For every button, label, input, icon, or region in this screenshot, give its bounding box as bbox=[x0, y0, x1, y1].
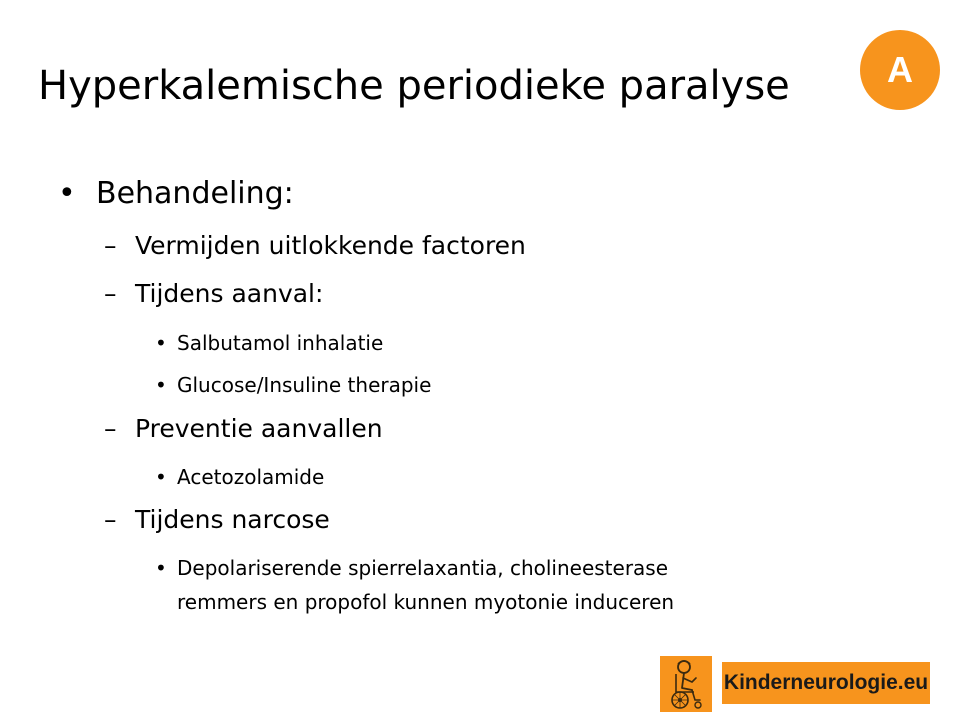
bullet-text: Acetozolamide bbox=[177, 465, 325, 489]
bullet-marker: • bbox=[155, 331, 167, 355]
bullet-marker: • bbox=[155, 373, 167, 397]
bullet-text: Salbutamol inhalatie bbox=[177, 331, 384, 355]
bullet-text: Vermijden uitlokkende factoren bbox=[135, 231, 526, 260]
section-badge-label: A bbox=[887, 49, 913, 90]
dash-marker: – bbox=[104, 279, 117, 308]
wheelchair-child-icon bbox=[660, 656, 712, 712]
kinderneurologie-logo bbox=[660, 656, 930, 712]
dash-marker: – bbox=[104, 231, 117, 260]
bullet-text: Depolariserende spierrelaxantia, cholineesterase bbox=[177, 556, 669, 580]
bullet-marker: • bbox=[155, 465, 167, 489]
bullet-text-continuation: remmers en propofol kunnen myotonie induceren bbox=[177, 590, 675, 614]
bullet-marker: • bbox=[58, 176, 76, 211]
bullet-marker: • bbox=[155, 556, 167, 580]
dash-marker: – bbox=[104, 505, 117, 534]
bullet-text: Behandeling: bbox=[96, 176, 294, 211]
bullet-text: Tijdens aanval: bbox=[135, 279, 324, 308]
logo-text: Kinderneurologie.eu bbox=[722, 662, 930, 704]
bullet-text: Preventie aanvallen bbox=[135, 414, 383, 443]
bullet-text: Tijdens narcose bbox=[135, 505, 330, 534]
bullet-text: Glucose/Insuline therapie bbox=[177, 373, 432, 397]
dash-marker: – bbox=[104, 414, 117, 443]
slide-title: Hyperkalemische periodieke paralyse bbox=[38, 63, 790, 109]
